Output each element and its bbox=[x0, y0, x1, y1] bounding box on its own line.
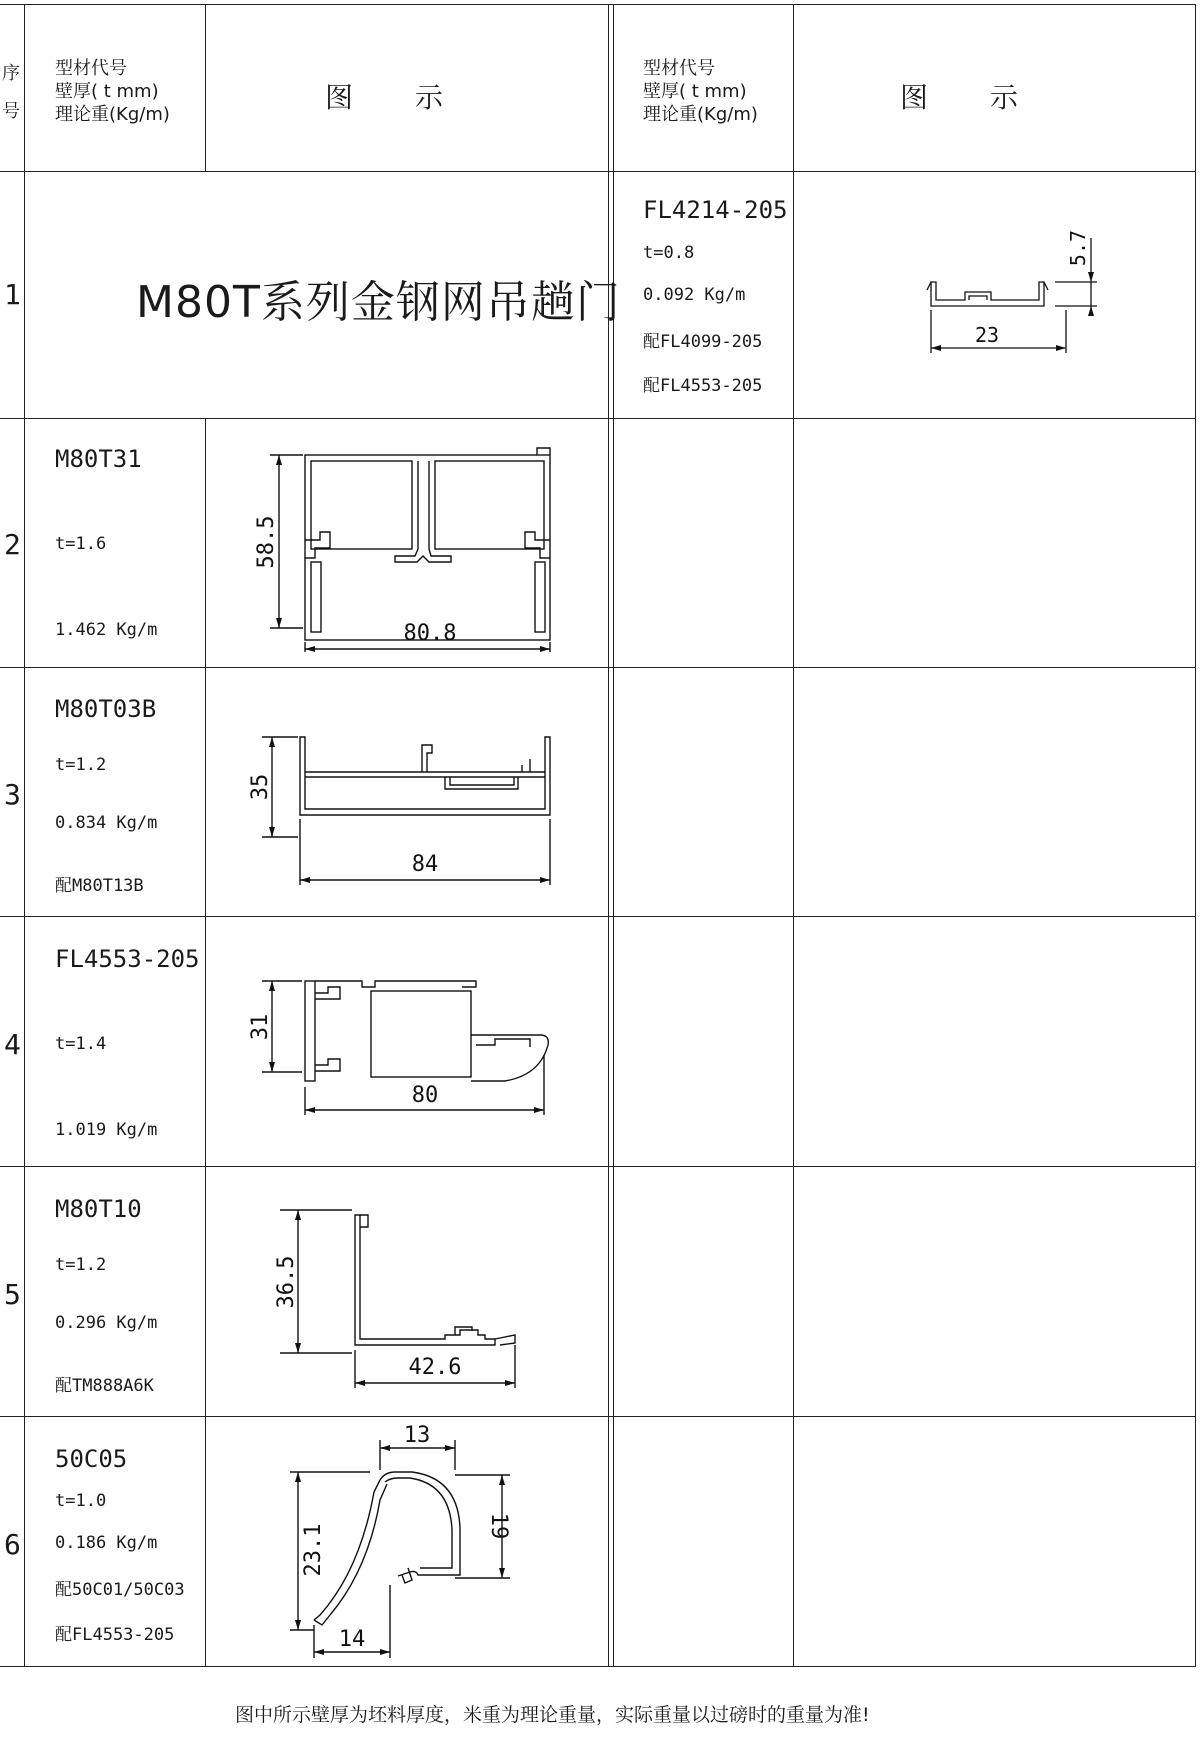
header-profile-code: 型材代号 bbox=[55, 58, 127, 79]
right-1-note-1: 配FL4099-205 bbox=[643, 332, 763, 352]
row-3-note-1: 配M80T13B bbox=[55, 876, 144, 896]
row-5-weight: 0.296 Kg/m bbox=[55, 1313, 158, 1333]
profile-drawing-m80t03b bbox=[240, 725, 560, 890]
dim-fl4214-height: 5.7 bbox=[1066, 229, 1090, 267]
header-weight: 理论重(Kg/m) bbox=[55, 104, 170, 125]
right-1-code: FL4214-205 bbox=[643, 196, 788, 224]
dim-m80t31-height: 58.5 bbox=[254, 515, 279, 569]
profile-drawing-fl4553 bbox=[240, 975, 560, 1125]
row-6-weight: 0.186 Kg/m bbox=[55, 1533, 158, 1553]
row-5-thickness: t=1.2 bbox=[55, 1255, 107, 1275]
header-weight-right: 理论重(Kg/m) bbox=[643, 104, 758, 125]
row-3-weight: 0.834 Kg/m bbox=[55, 813, 158, 833]
dim-m80t10-height: 36.5 bbox=[274, 1255, 299, 1309]
row-6-note-1: 配50C01/50C03 bbox=[55, 1580, 185, 1600]
row-3-thickness: t=1.2 bbox=[55, 755, 107, 775]
header-seq-top: 序 bbox=[2, 63, 20, 84]
row-4-thickness: t=1.4 bbox=[55, 1034, 107, 1054]
row-3-seq: 3 bbox=[4, 778, 21, 811]
row-5-note-1: 配TM888A6K bbox=[55, 1376, 154, 1396]
right-1-thickness: t=0.8 bbox=[643, 243, 695, 263]
dim-fl4553-height: 31 bbox=[248, 1013, 273, 1041]
series-title: M80T系列金钢网吊趟门 bbox=[136, 277, 621, 328]
row-4-weight: 1.019 Kg/m bbox=[55, 1120, 158, 1140]
row-4-seq: 4 bbox=[4, 1028, 21, 1061]
header-wall-thickness: 壁厚( t mm) bbox=[55, 81, 159, 102]
row-2-thickness: t=1.6 bbox=[55, 534, 107, 554]
profile-drawing-m80t10 bbox=[260, 1205, 530, 1390]
row-5-code: M80T10 bbox=[55, 1195, 142, 1223]
row-1-seq: 1 bbox=[4, 278, 21, 311]
row-2-weight: 1.462 Kg/m bbox=[55, 620, 158, 640]
row-4-code: FL4553-205 bbox=[55, 945, 200, 973]
profile-drawing-m80t31 bbox=[245, 430, 575, 660]
row-6-code: 50C05 bbox=[55, 1445, 128, 1473]
dim-m80t03b-width: 84 bbox=[411, 852, 439, 877]
row-5-seq: 5 bbox=[4, 1278, 21, 1311]
row-6-seq: 6 bbox=[4, 1528, 21, 1561]
dim-fl4553-width: 80 bbox=[411, 1083, 439, 1108]
right-1-weight: 0.092 Kg/m bbox=[643, 285, 746, 305]
header-seq-bottom: 号 bbox=[2, 101, 20, 122]
row-3-code: M80T03B bbox=[55, 695, 157, 723]
right-1-note-2: 配FL4553-205 bbox=[643, 376, 763, 396]
dim-fl4214-width: 23 bbox=[974, 323, 1000, 347]
dim-50c05-height: 23.1 bbox=[301, 1523, 326, 1577]
dim-m80t10-width: 42.6 bbox=[408, 1355, 462, 1380]
row-2-code: M80T31 bbox=[55, 445, 142, 473]
dim-m80t03b-height: 35 bbox=[248, 773, 273, 801]
header-wall-thickness-right: 壁厚( t mm) bbox=[643, 81, 747, 102]
header-profile-code-right: 型材代号 bbox=[643, 58, 715, 79]
dim-m80t31-width: 80.8 bbox=[403, 621, 457, 646]
row-6-thickness: t=1.0 bbox=[55, 1491, 107, 1511]
header-figure: 图 示 bbox=[325, 81, 446, 114]
footer-note: 图中所示壁厚为坯料厚度，米重为理论重量，实际重量以过磅时的重量为准! bbox=[235, 1704, 870, 1726]
dim-50c05-bottom: 14 bbox=[338, 1627, 366, 1652]
header-figure-right: 图 示 bbox=[900, 81, 1021, 114]
profile-drawing-fl4214 bbox=[905, 220, 1105, 360]
dim-50c05-right: 19 bbox=[486, 1512, 511, 1540]
profile-drawing-50c05 bbox=[290, 1420, 540, 1660]
dim-50c05-top: 13 bbox=[403, 1423, 431, 1448]
row-6-note-2: 配FL4553-205 bbox=[55, 1625, 175, 1645]
row-2-seq: 2 bbox=[4, 528, 21, 561]
